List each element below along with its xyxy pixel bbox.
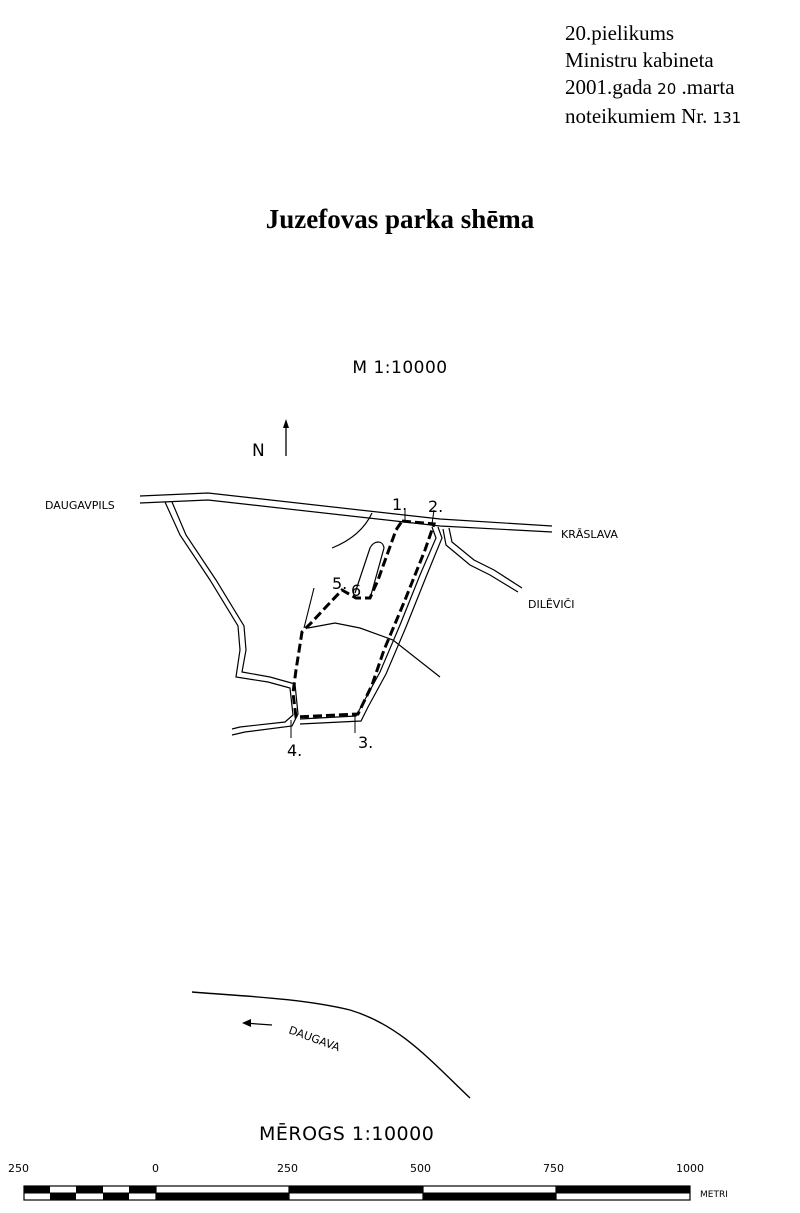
point-label-3: 3. — [358, 733, 374, 752]
point-label-6: 6 — [351, 581, 362, 600]
flow-arrow-icon — [242, 1019, 272, 1027]
point-label-4: 4. — [287, 741, 303, 760]
west-road — [165, 502, 298, 735]
north-arrow-icon — [283, 419, 289, 456]
scale-bar-caption: MĒROGS 1:10000 — [259, 1123, 435, 1145]
page-title: Juzefovas parka shēma — [265, 204, 535, 234]
scale-bar — [24, 1186, 690, 1200]
scale-tick-750: 750 — [543, 1162, 564, 1175]
dilevici-road — [443, 528, 522, 592]
main-road — [140, 493, 552, 532]
place-label-daugava: DAUGAVA — [286, 1023, 342, 1055]
annex-number: 20.pielikums — [565, 21, 675, 45]
annex-cabinet: Ministru kabineta — [565, 48, 714, 72]
scale-tick-0: 0 — [152, 1162, 159, 1175]
transverse-path — [308, 623, 440, 677]
north-label: N — [252, 441, 265, 461]
scale-tick-500: 500 — [410, 1162, 431, 1175]
point-label-1: 1. — [392, 495, 408, 514]
point-5-line — [304, 588, 314, 628]
scale-tick-250: 250 — [277, 1162, 298, 1175]
annex-regulation-number: 131 — [712, 109, 742, 127]
place-label-daugavpils: DAUGAVPILS — [45, 499, 115, 512]
place-label-dilevici: DILĒVIČI — [528, 598, 575, 611]
park-boundary — [293, 521, 434, 717]
annex-date-month: .marta — [676, 75, 735, 99]
annex-date-day: 20 — [657, 80, 677, 98]
scale-tick-1000: 1000 — [676, 1162, 704, 1175]
scale-bar-unit: METRI — [700, 1190, 728, 1200]
point-label-5: 5. — [332, 574, 348, 593]
place-label-kraslava: KRĀSLAVA — [561, 528, 618, 541]
scale-tick-neg250: 250 — [8, 1162, 29, 1175]
map-scale-text: M 1:10000 — [352, 358, 448, 378]
point-label-2: 2. — [428, 497, 444, 516]
annex-regulation-label: noteikumiem Nr. — [565, 104, 713, 128]
annex-date-year: 2001.gada — [565, 75, 658, 99]
